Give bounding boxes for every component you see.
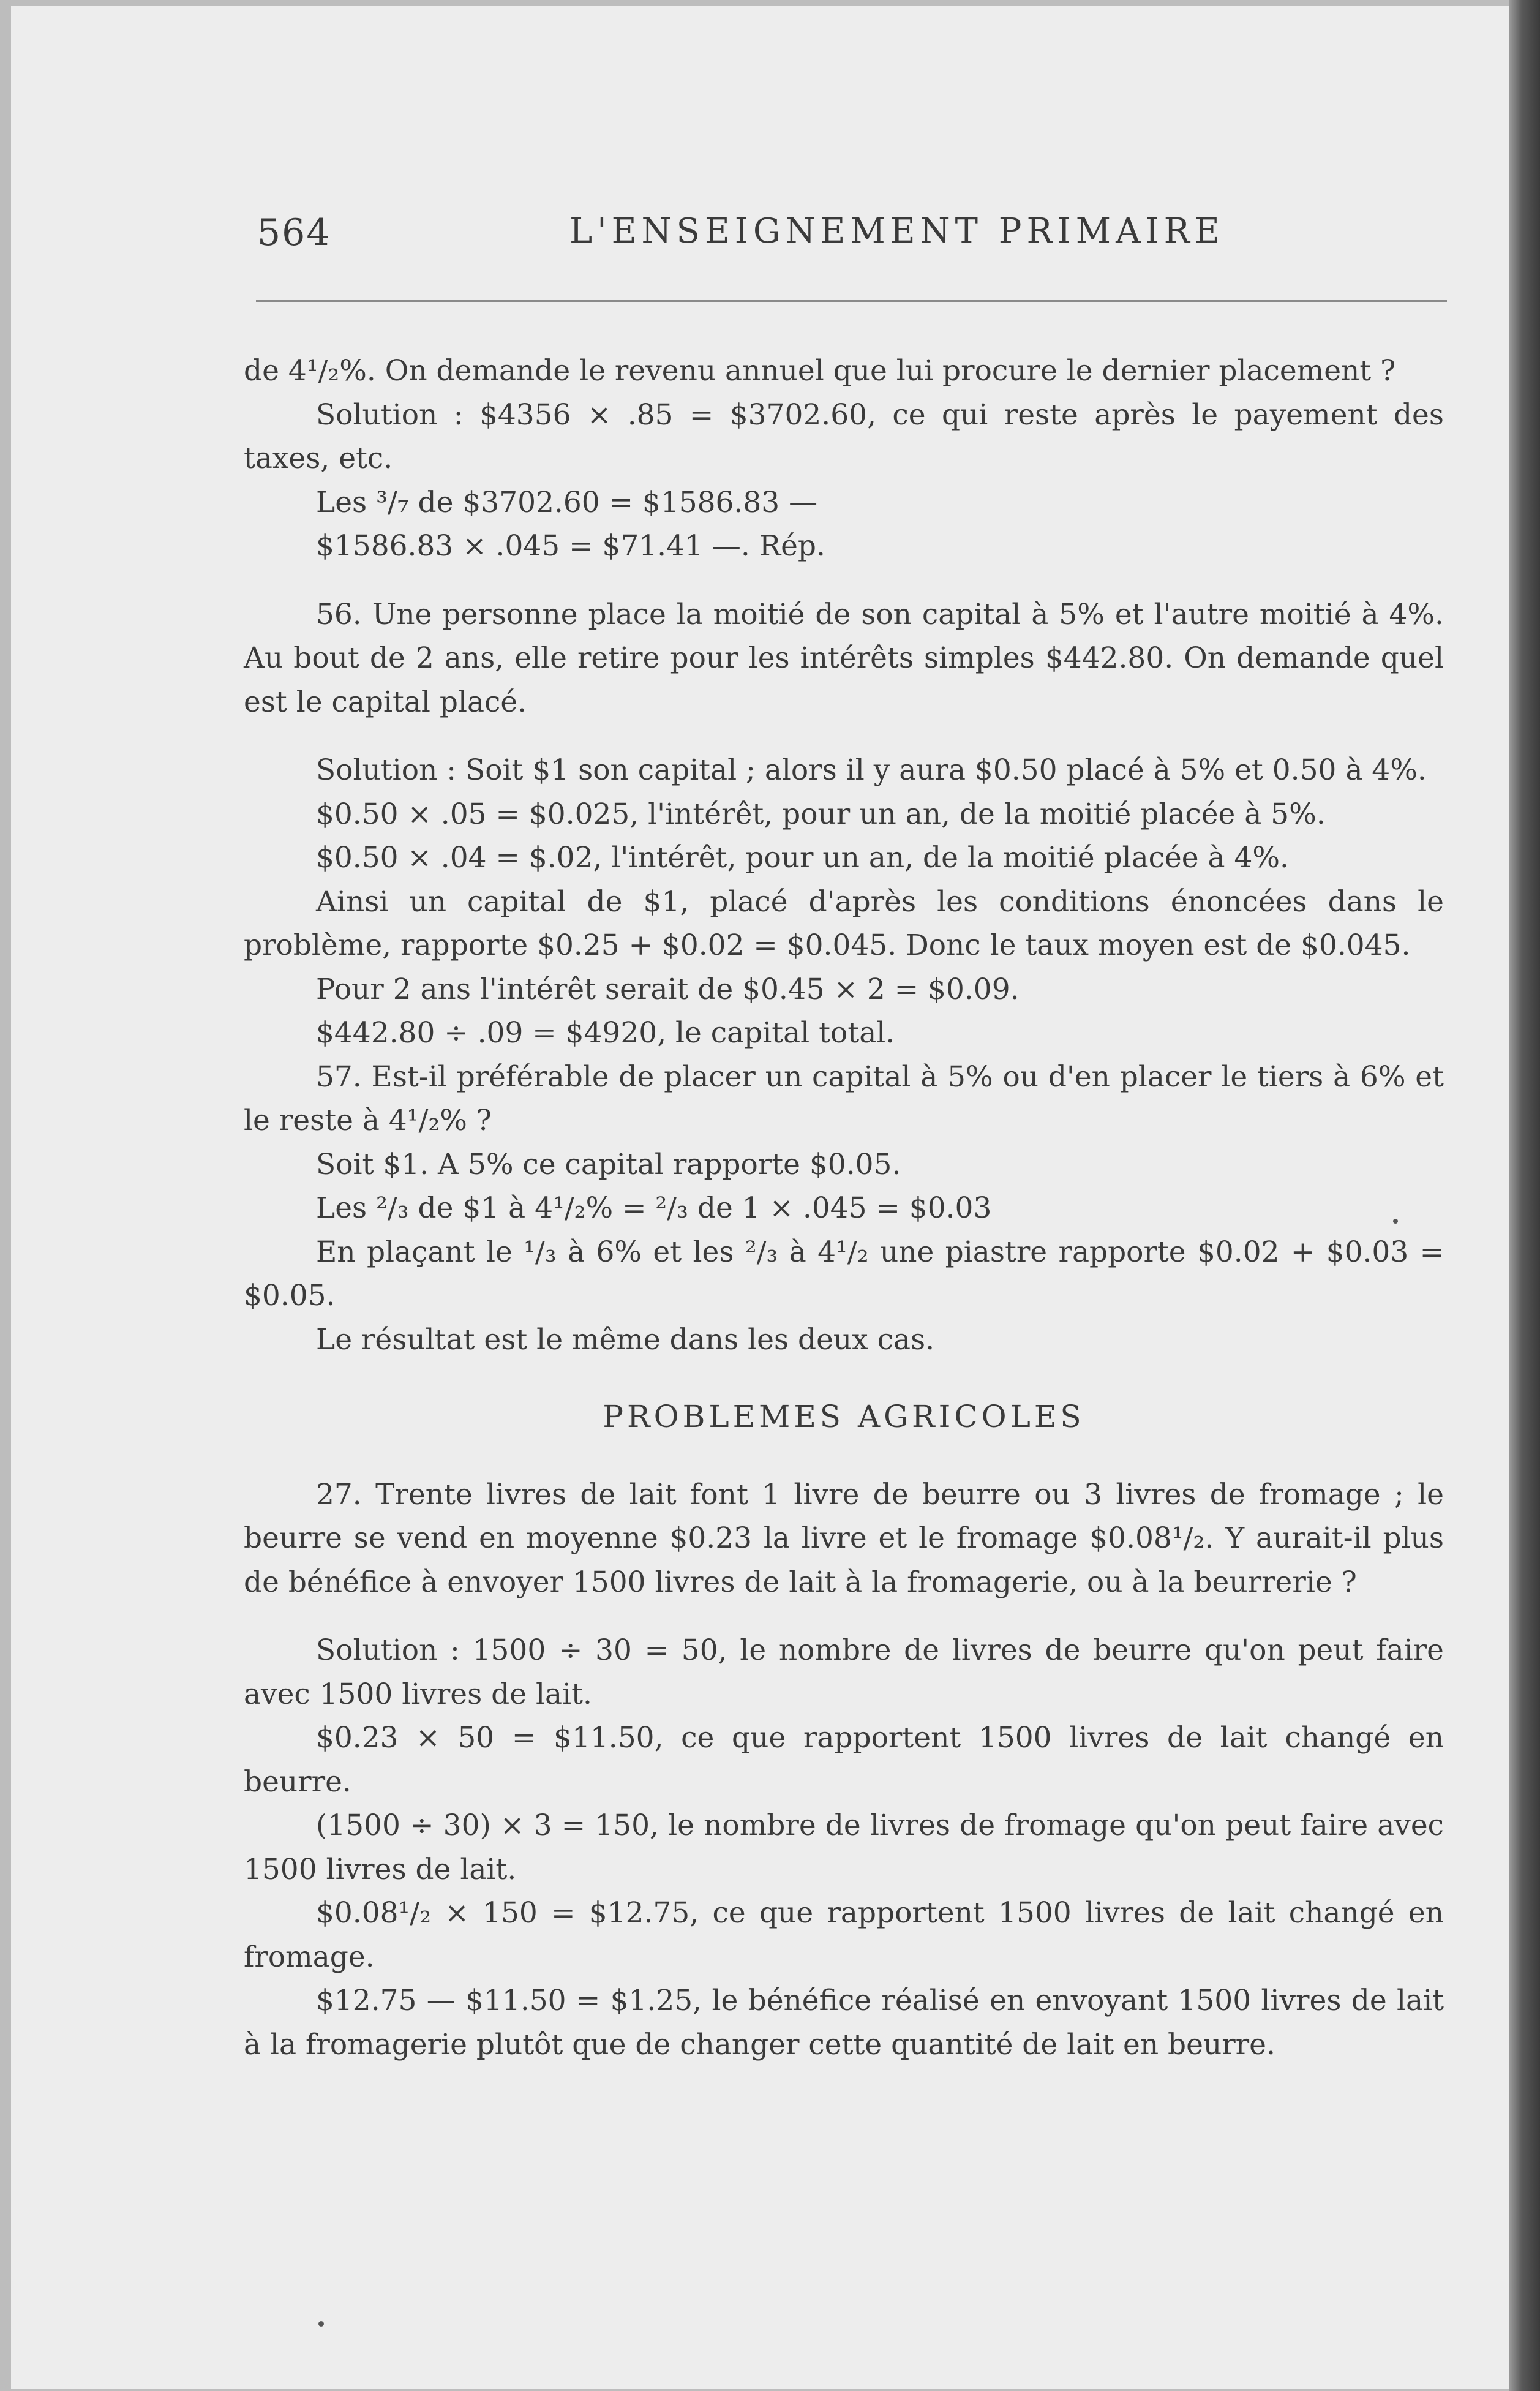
paragraph: de 4¹/₂%. On demande le revenu annuel que lui procure le dernier placement ? bbox=[244, 354, 1396, 388]
paragraph: (1500 ÷ 30) × 3 = 150, le nombre de livres de fromage qu'on peut faire avec 1500 livres de lait. bbox=[244, 1809, 1444, 1886]
section-title: PROBLEMES AGRICOLES bbox=[603, 1399, 1085, 1434]
paragraph: Ainsi un capital de $1, placé d'après les conditions énoncées dans le problème, rapporte $0.25 + $0.02 = $0.045. Donc le taux moyen est de $0.045. bbox=[244, 884, 1444, 962]
paragraph: Les ³/₇ de $3702.60 = $1586.83 — bbox=[316, 485, 818, 519]
body-text bbox=[244, 349, 1444, 2066]
paragraph: 56. Une personne place la moitié de son capital à 5% et l'autre moitié à 4%. Au bout de 2 ans, elle retire pour les intérêts simples $442.80. On demande quel est le capital placé. bbox=[244, 597, 1444, 719]
paragraph: $1586.83 × .045 = $71.41 —. Rép. bbox=[316, 529, 825, 563]
paragraph: En plaçant le ¹/₃ à 6% et les ²/₃ à 4¹/₂ une piastre rapporte $0.02 + $0.03 = $0.05. bbox=[244, 1235, 1444, 1312]
paragraph: Les ²/₃ de $1 à 4¹/₂% = ²/₃ de 1 × .045 = $0.03 bbox=[316, 1191, 992, 1225]
paragraph: Le résultat est le même dans les deux cas. bbox=[316, 1322, 935, 1357]
paragraph: 27. Trente livres de lait font 1 livre de beurre ou 3 livres de fromage ; le beurre se vend en moyenne $0.23 la livre et le fromage $0.08¹/₂. Y aurait-il plus de bénéfice à envoyer 1500 livres de lait à la fromagerie, ou à la beurrerie ? bbox=[244, 1477, 1444, 1599]
book-spine-edge bbox=[1509, 0, 1540, 2391]
paragraph: $442.80 ÷ .09 = $4920, le capital total. bbox=[316, 1016, 895, 1050]
page-number: 564 bbox=[257, 211, 331, 254]
paragraph: Pour 2 ans l'intérêt serait de $0.45 × 2 = $0.09. bbox=[316, 972, 1020, 1006]
paragraph: Solution : 1500 ÷ 30 = 50, le nombre de livres de beurre qu'on peut faire avec 1500 livres de lait. bbox=[244, 1633, 1444, 1711]
ink-speck bbox=[1393, 1219, 1398, 1224]
paragraph: Solution : Soit $1 son capital ; alors il y aura $0.50 placé à 5% et 0.50 à 4%. bbox=[316, 753, 1427, 787]
paragraph: $0.50 × .04 = $.02, l'intérêt, pour un an, de la moitié placée à 4%. bbox=[316, 841, 1289, 875]
paragraph: $12.75 — $11.50 = $1.25, le bénéfice réalisé en envoyant 1500 livres de lait à la fromagerie plutôt que de changer cette quantité de lait en beurre. bbox=[244, 1984, 1444, 2062]
paragraph: $0.23 × 50 = $11.50, ce que rapportent 1500 livres de lait changé en beurre. bbox=[244, 1721, 1444, 1799]
paragraph: Soit $1. A 5% ce capital rapporte $0.05. bbox=[316, 1147, 901, 1181]
header-divider bbox=[256, 300, 1447, 302]
paragraph: 57. Est-il préférable de placer un capital à 5% ou d'en placer le tiers à 6% et le reste à 4¹/₂% ? bbox=[244, 1060, 1444, 1137]
paragraph: $0.50 × .05 = $0.025, l'intérêt, pour un an, de la moitié placée à 5%. bbox=[316, 797, 1326, 831]
running-title: L'ENSEIGNEMENT PRIMAIRE bbox=[569, 211, 1225, 251]
page-header bbox=[257, 211, 1451, 266]
ink-speck bbox=[318, 2321, 324, 2327]
paragraph: $0.08¹/₂ × 150 = $12.75, ce que rapportent 1500 livres de lait changé en fromage. bbox=[244, 1896, 1444, 1974]
paragraph: Solution : $4356 × .85 = $3702.60, ce qui reste après le payement des taxes, etc. bbox=[244, 397, 1444, 475]
